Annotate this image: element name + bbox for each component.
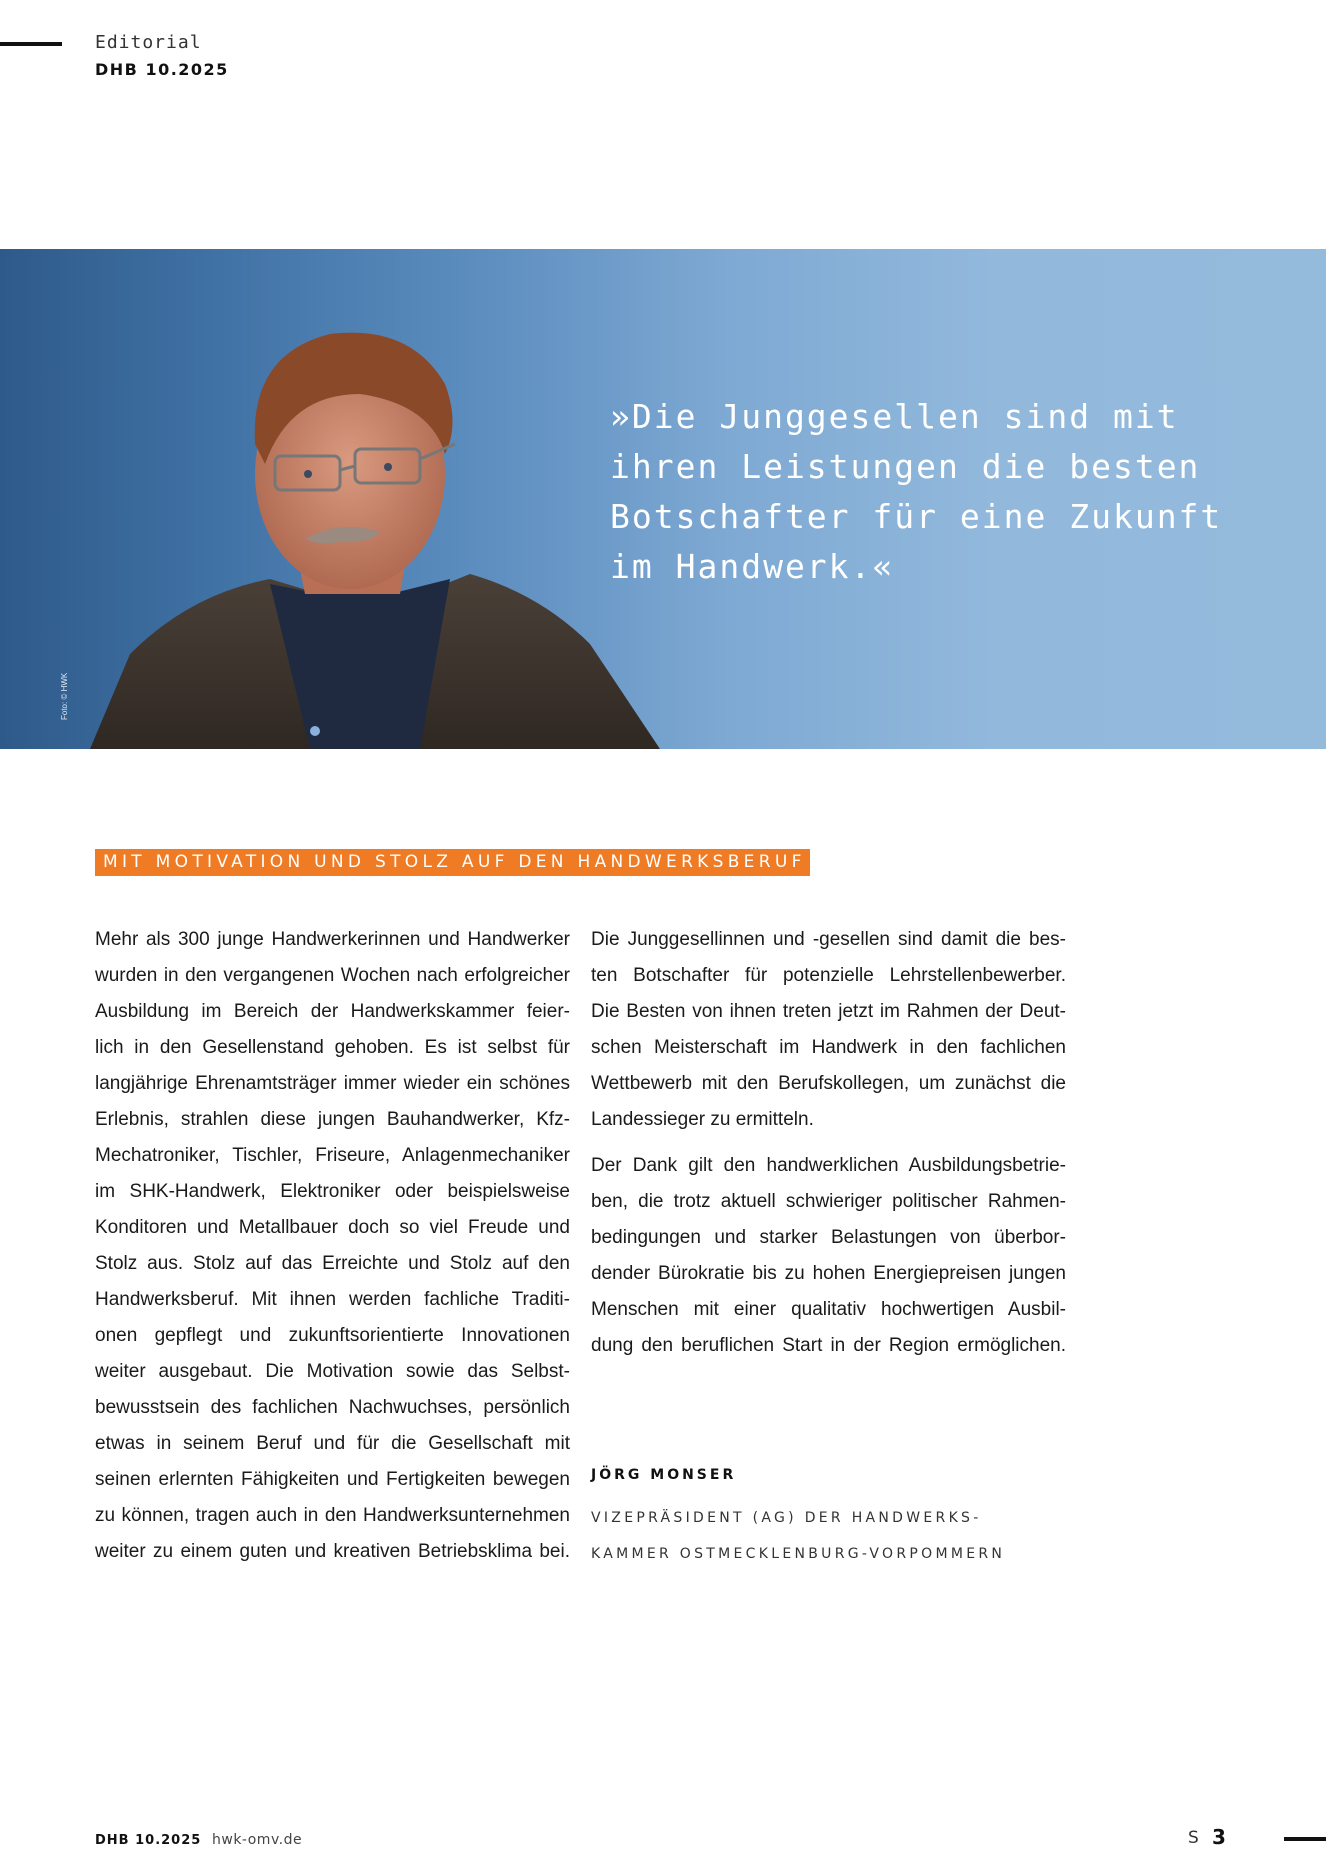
text-line: Konditoren und Metallbauer doch so viel Freude und: [95, 1217, 570, 1238]
text-line: seinen erlernten Fähigkeiten und Fertigkeiten bewegen: [95, 1469, 570, 1490]
author-name: JÖRG MONSER: [591, 1467, 737, 1483]
text-line: Der Dank gilt den handwerklichen Ausbildungsbetrie-: [591, 1155, 1066, 1176]
page-prefix: S: [1188, 1828, 1199, 1848]
bottom-rule-decoration: [1284, 1837, 1326, 1841]
portrait-photo: [70, 294, 670, 749]
text-line: Mechatroniker, Tischler, Friseure, Anlagenmechaniker: [95, 1145, 570, 1166]
text-line: Stolz aus. Stolz auf das Erreichte und Stolz auf den: [95, 1253, 570, 1274]
footer-issue: DHB 10.2025: [95, 1833, 202, 1848]
author-role: [591, 1500, 1005, 1572]
paragraph: [591, 922, 1066, 1138]
photo-credit: Foto: © HWK: [60, 672, 69, 720]
section-label: Editorial: [95, 32, 202, 53]
text-line: wurden in den vergangenen Wochen nach erfolgreicher: [95, 965, 570, 986]
page-number: 3: [1212, 1825, 1226, 1849]
text-line: Handwerksberuf. Mit ihnen werden fachliche Traditi-: [95, 1289, 570, 1310]
text-line: Landessieger zu ermitteln.: [591, 1109, 814, 1130]
text-line: Erlebnis, strahlen diese jungen Bauhandwerker, Kfz-: [95, 1109, 570, 1130]
text-line: schen Meisterschaft im Handwerk in den fachlichen: [591, 1037, 1066, 1058]
portrait-banner: [0, 249, 1326, 749]
text-line: bewusstsein des fachlichen Nachwuchses, persönlich: [95, 1397, 570, 1418]
issue-label: DHB 10.2025: [95, 60, 229, 79]
text-line: dender Bürokratie bis zu hohen Energiepreisen jungen: [591, 1263, 1066, 1284]
author-role-line: VIZEPRÄSIDENT (AG) DER HANDWERKS-: [591, 1510, 982, 1526]
text-line: Ausbildung im Bereich der Handwerkskammer feier-: [95, 1001, 570, 1022]
text-line: weiter zu einem guten und kreativen Betriebsklima bei.: [95, 1541, 570, 1562]
quote-line: Botschafter für eine Zukunft: [610, 497, 1223, 536]
text-line: ten Botschafter für potenzielle Lehrstellenbewerber.: [591, 965, 1066, 986]
article-column-left: [95, 922, 570, 1570]
text-line: Mehr als 300 junge Handwerkerinnen und Handwerker: [95, 929, 570, 950]
text-line: Menschen mit einer qualitativ hochwertigen Ausbil-: [591, 1299, 1066, 1320]
text-line: im SHK-Handwerk, Elektroniker oder beispielsweise: [95, 1181, 570, 1202]
quote-line: ihren Leistungen die besten: [610, 447, 1201, 486]
author-role-line: KAMMER OSTMECKLENBURG-VORPOMMERN: [591, 1546, 1006, 1562]
text-line: langjährige Ehrenamtsträger immer wieder ein schönes: [95, 1073, 570, 1094]
top-rule-decoration: [0, 42, 62, 46]
quote-line: »Die Junggesellen sind mit: [610, 397, 1179, 436]
quote-line: im Handwerk.«: [610, 547, 895, 586]
text-line: Die Besten von ihnen treten jetzt im Rahmen der Deut-: [591, 1001, 1066, 1022]
pull-quote: [610, 392, 1230, 592]
text-line: ben, die trotz aktuell schwieriger politischer Rahmen-: [591, 1191, 1066, 1212]
text-line: weiter ausgebaut. Die Motivation sowie das Selbst-: [95, 1361, 570, 1382]
text-line: lich in den Gesellenstand gehoben. Es ist selbst für: [95, 1037, 570, 1058]
text-line: onen gepflegt und zukunftsorientierte Innovationen: [95, 1325, 570, 1346]
text-line: dung den beruflichen Start in der Region ermöglichen.: [591, 1335, 1066, 1356]
article-column-right: [591, 922, 1066, 1364]
text-line: Wettbewerb mit den Berufskollegen, um zunächst die: [591, 1073, 1066, 1094]
text-line: Die Junggesellinnen und -gesellen sind damit die bes-: [591, 929, 1066, 950]
article-heading: MIT MOTIVATION UND STOLZ AUF DEN HANDWERKSBERUF: [95, 849, 810, 876]
footer-url-link[interactable]: hwk-omv.de: [212, 1832, 303, 1848]
text-line: etwas in seinem Beruf und für die Gesellschaft mit: [95, 1433, 570, 1454]
paragraph: [591, 1148, 1066, 1364]
paragraph: [95, 922, 570, 1570]
text-line: zu können, tragen auch in den Handwerksunternehmen: [95, 1505, 570, 1526]
text-line: bedingungen und starker Belastungen von überbor-: [591, 1227, 1066, 1248]
